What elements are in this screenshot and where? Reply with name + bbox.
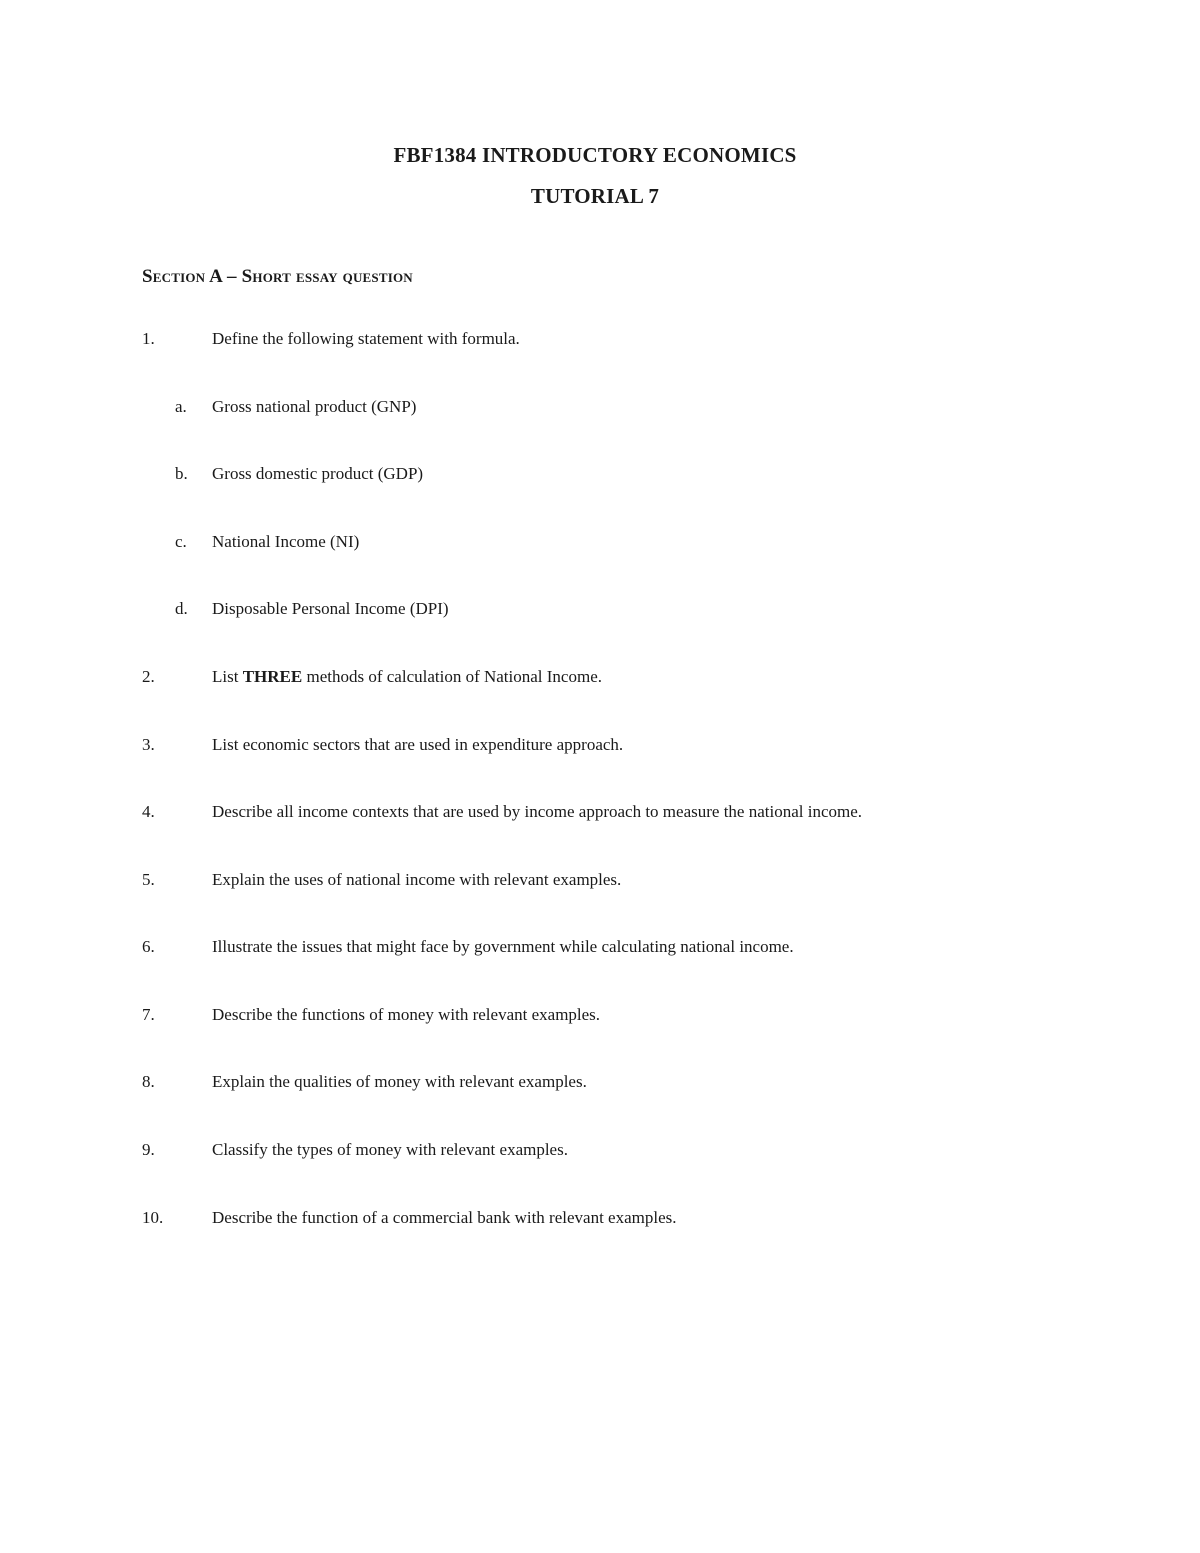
question-text: Define the following statement with formula. [212, 329, 520, 348]
section-heading: Section A – Short essay question [142, 266, 413, 287]
sub-item-text: Gross domestic product (GDP) [212, 464, 424, 483]
question-text: Explain the uses of national income with relevant examples. [212, 870, 622, 889]
question-number: 9. [142, 1140, 155, 1159]
tutorial-title: TUTORIAL 7 [530, 184, 660, 208]
question-number: 5. [142, 870, 155, 889]
sub-item-text: Gross national product (GNP) [212, 397, 417, 416]
sub-item-letter: b. [175, 464, 188, 483]
question-text-post: methods of calculation of National Income. [302, 667, 603, 686]
question-number: 8. [142, 1072, 155, 1091]
question-text: Describe all income contexts that are used by income approach to measure the national income. [212, 802, 863, 821]
question-text [212, 665, 602, 689]
question-text-emphasis: THREE [242, 667, 303, 686]
question-text-pre: List [212, 667, 243, 686]
question-text: Describe the functions of money with relevant examples. [212, 1005, 601, 1024]
question-number: 4. [142, 802, 155, 821]
question-text: Describe the function of a commercial bank with relevant examples. [212, 1208, 677, 1227]
question-text: Classify the types of money with relevant examples. [212, 1140, 568, 1159]
sub-item-letter: c. [175, 532, 187, 551]
sub-item-letter: d. [175, 599, 188, 618]
question-text: Illustrate the issues that might face by government while calculating national income. [212, 937, 794, 956]
question-number: 1. [142, 329, 155, 348]
sub-item-text: Disposable Personal Income (DPI) [212, 599, 449, 618]
question-number: 3. [142, 735, 155, 754]
question-number: 2. [142, 667, 155, 686]
course-title: FBF1384 INTRODUCTORY ECONOMICS [393, 143, 797, 167]
sub-item-letter: a. [175, 397, 187, 416]
question-text: List economic sectors that are used in expenditure approach. [212, 735, 624, 754]
question-number: 10. [142, 1208, 164, 1227]
sub-item-text: National Income (NI) [212, 532, 360, 551]
question-number: 6. [142, 937, 155, 956]
question-number: 7. [142, 1005, 155, 1024]
question-text: Explain the qualities of money with relevant examples. [212, 1072, 587, 1091]
